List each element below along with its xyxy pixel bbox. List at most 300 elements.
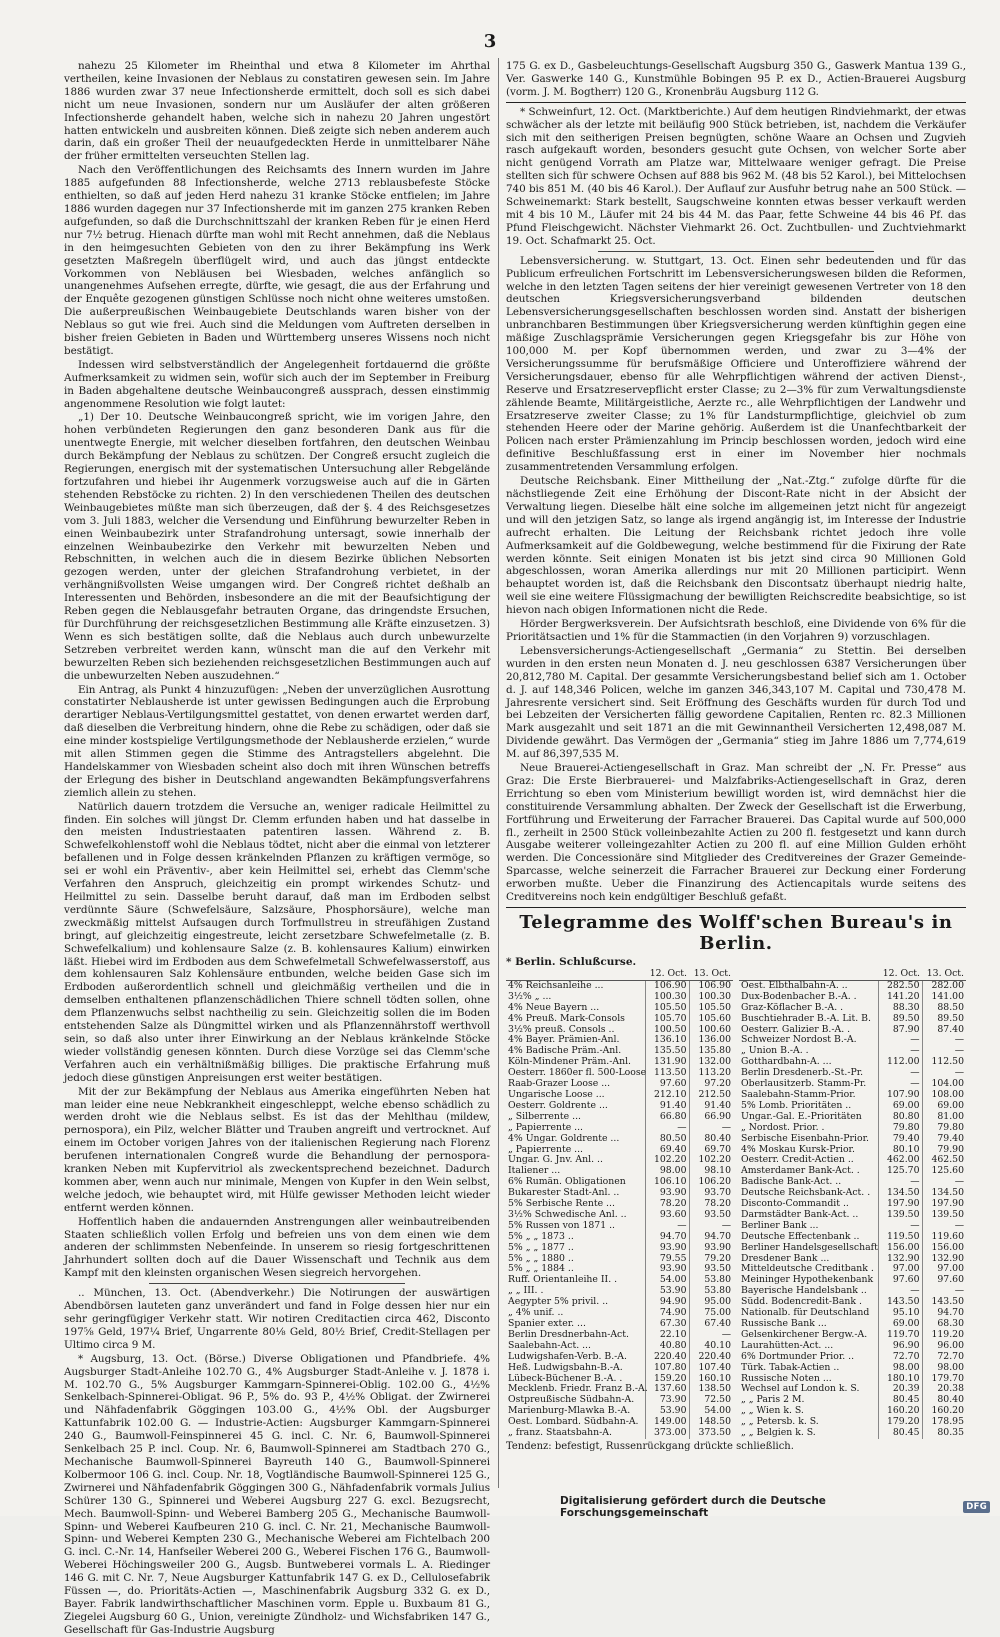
germania-report: Lebensversicherungs-Actiengesellschaft „Germania“ zu Stettin. Bei derselben wurden in den ersten neun Monaten d. J. neu geschlossen 6387 Versicherungen über 20,812,780 M. Capital. Der gesammte Versicherungsbestand belief sich am 1. October d. J. auf 148,346 Policen, welche im ganzen 346,343,107 M. Capital und 730,478 M. Jahresrente versichert sind. Seit Eröffnung des Geschäfts wurden für durch Tod und bei Lebzeiten der Versicherten fällig gewordene Capitalien, Renten rc. 82.3 Millionen Mark ausgezahlt und seit 1871 an die mit Gewinnantheil Versicherten 12,498,087 M. Dividende gewährt. Das Vermögen der „Germania“ stieg im Jahre 1886 um 7,774,619 M. auf 86,397,535 M. [506, 644, 966, 761]
quote-value: 105.50 [645, 1003, 689, 1014]
security-name: Berliner Handelsgesellschaft [741, 1241, 878, 1253]
quote-value: 72.70 [878, 1352, 922, 1363]
quote-value: 66.80 [645, 1112, 689, 1123]
quote-value: 104.00 [922, 1079, 966, 1090]
quote-value: 22.10 [645, 1330, 689, 1341]
security-name: Deutsche Effectenbank .. [741, 1230, 860, 1242]
quote-value: 105.70 [645, 1014, 689, 1025]
security-name: Meininger Hypothekenbank [741, 1274, 874, 1286]
quote-value: 119.50 [878, 1232, 922, 1243]
security-name: „ „ Petersb. k. S. [741, 1416, 819, 1428]
security-name: Heß. Ludwigsbahn-B.-A. [508, 1361, 623, 1373]
kurs-row [506, 1352, 733, 1363]
quote-value: 100.30 [645, 992, 689, 1003]
security-name: Dresdener Bank ... [741, 1252, 830, 1264]
quote-value: 88.30 [878, 1003, 922, 1014]
quote-value: 95.10 [878, 1308, 922, 1319]
page-number: 3 [483, 31, 497, 52]
date-header: 13. Oct. [689, 969, 733, 980]
quote-value: 107.80 [645, 1363, 689, 1374]
security-name: Saalebahn-Act. ... [508, 1339, 591, 1351]
quote-value: 143.50 [878, 1297, 922, 1308]
security-name: Oest. Lombard. Südbahn-A. [508, 1416, 639, 1428]
security-name: Saalebahn-Stamm-Prior. [741, 1088, 856, 1100]
quote-value: 93.60 [645, 1210, 689, 1221]
quote-value: 134.50 [922, 1188, 966, 1199]
kurs-table-left [506, 969, 733, 1439]
security-name: Gelsenkirchener Bergw.-A. [741, 1328, 868, 1340]
security-name: Gotthardbahn-A. ... [741, 1056, 832, 1068]
quote-value: 131.90 [645, 1057, 689, 1068]
security-name: Ungarische Loose ... [508, 1088, 605, 1100]
dfg-logo-icon: DFG [963, 1501, 990, 1513]
quote-value: 53.90 [645, 1406, 689, 1417]
security-name: Badische Bank-Act. .. [741, 1176, 842, 1188]
quote-value: 80.80 [878, 1112, 922, 1123]
kurs-table-right [739, 969, 966, 1439]
quote-value: 119.70 [878, 1330, 922, 1341]
quote-value: 141.20 [878, 992, 922, 1003]
quote-value: 69.00 [922, 1101, 966, 1112]
security-name: „ Nordost. Prior. . [741, 1121, 825, 1133]
quote-value: 197.90 [922, 1199, 966, 1210]
quote-value: 97.00 [922, 1264, 966, 1275]
quote-value: 78.20 [689, 1199, 733, 1210]
quote-value: 132.00 [689, 1057, 733, 1068]
quote-value: 72.70 [922, 1352, 966, 1363]
security-name: Ludwigshafen-Verb. B.-A. [508, 1350, 627, 1362]
quote-value: 462.00 [878, 1155, 922, 1166]
quote-value: 79.80 [878, 1123, 922, 1134]
security-name: Italiener ... [508, 1165, 561, 1177]
quote-value: 220.40 [645, 1352, 689, 1363]
kurs-row [739, 1003, 966, 1014]
security-name: „ „ Paris 2 M. [741, 1394, 805, 1406]
security-name: 5% „ „ 1873 .. [508, 1230, 574, 1242]
article-paragraph: Nach den Veröffentlichungen des Reichsamts des Innern wurden im Jahre 1885 aufgefunden 88 Infectionsherde, welche 2713 reblausbefeste Stöcke enthielten, so daß auf jeden Herd nahezu 31 kranke Stöcke entfielen; im Jahre 1886 wurden dagegen nur 37 Infectionsherde mit im ganzen 275 kranken Reben aufgefunden, so daß die Durchschnittszahl der kranken Reben für je einen Herd nur 7½ betrug. Hienach dürfte man wohl mit Recht annehmen, daß die Neblaus in den heimgesuchten Gebieten von den zu ihrer Bekämpfung ins Werk gesetzten Maßregeln überflügelt wird, und auch das jüngst entdeckte Vorkommen von Nebläusen bei Wiesbaden, welches anfänglich so unangenehmes Aufsehen erregte, dürfte, wie gesagt, die aus der Erfahrung und der Enquête gezogenen günstigen Schlüsse noch nicht ohne weiteres umstoßen. Die außerpreußischen Weinbaugebiete Deutschlands waren bisher von der Neblaus so gut wie frei. Auch sind die Meldungen vom Auftreten derselben in bisher freien Gebieten in Baden und Württemberg unseres Wissens noch nicht bestätigt. [64, 164, 490, 357]
quote-value: 94.70 [922, 1308, 966, 1319]
security-name: 5% „ „ 1880 .. [508, 1252, 574, 1264]
security-name: Ostpreußische Südbahn-A. [508, 1394, 635, 1406]
quote-value: 159.20 [645, 1374, 689, 1385]
article-paragraph: Natürlich dauern trotzdem die Versuche an, weniger radicale Heilmittel zu finden. Ein solches will jüngst Dr. Clemm erfunden haben und hat dasselbe in den meisten Industriestaaten patentiren lassen. Während z. B. Schwefelkohlenstoff wohl die Neblaus tödtet, nicht aber die einmal von letzterer befallenen und in Folge dessen kränkelnden Pflanzen zu kräftigen vermöge, so sei er wohl ein Präventiv-, aber kein Heilmittel sei, erhebt das Clemm'sche Verfahren den Anspruch, gleichzeitig ein prompt wirkendes Schutz- und Heilmittel zu sein. Dasselbe beruht darauf, daß man im Erdboden selbst verdünnte Säure (Schwefelsäure, Salzsäure, Phosphorsäure), welche man zweckmäßig mittelst Aufsaugen durch Torfmullstreu in streufähigen Zustand bringt, auf gleichzeitig eingestreute, leicht zersetzbare Schwefelmetalle (z. B. Schwefelkalium) und kohlensaure Salze (z. B. kohlensaures Kalium) einwirken läßt. Hiebei wird im Erdboden aus dem Schwefelmetall Schwefelwasserstoff, aus dem kohlensauren Salz Kohlensäure entbunden, welche beiden Gase sich im Erdboden außerordentlich schnell und gleichmäßig vertheilen und die in demselben enthaltenen pflanzenschädlichen Thiere schnell tödten sollen, ohne dem Pflanzenwuchs selbst nachtheilig zu sein. Gleichzeitig sollen die im Boden entstehenden Salze als Düngmittel wirken und als Pflanzennährstoff werthvoll sein, so daß also unter ihrer Einwirkung an der Neblaus kränkelnde Stöcke wieder vollständig genesen könnten. Durch diese Vorzüge sei das Clemm'sche Verfahren auch ein verhältnißmäßig billiges. Die praktische Erfahrung muß jedoch diese günstigen Anpreisungen erst weiter bestätigen. [64, 800, 490, 1084]
quote-value: 373.50 [689, 1428, 733, 1439]
quote-value: 66.90 [689, 1112, 733, 1123]
quote-value: 68.30 [922, 1319, 966, 1330]
quote-value: 96.00 [922, 1341, 966, 1352]
quote-value: 112.50 [922, 1057, 966, 1068]
quote-value: 97.60 [878, 1275, 922, 1286]
quote-value: 95.00 [689, 1297, 733, 1308]
security-name: Dux-Bodenbacher B.-A. . [741, 990, 857, 1002]
kurs-row [739, 1134, 966, 1145]
quote-value: — [645, 1221, 689, 1232]
quote-value: — [922, 1046, 966, 1057]
quote-value: 462.50 [922, 1155, 966, 1166]
quote-value: 139.50 [878, 1210, 922, 1221]
kurs-row [739, 1243, 966, 1254]
quote-value: 106.10 [645, 1177, 689, 1188]
quote-value: 89.50 [878, 1014, 922, 1025]
quote-value: 80.40 [689, 1134, 733, 1145]
security-name: „ Papierrente ... [508, 1121, 584, 1133]
section-divider [598, 251, 874, 252]
article-paragraph: Mit der zur Bekämpfung der Neblaus aus Amerika eingeführten Neben hat man leider eine neue Nebkrankheit eingeschleppt, welche ebenso schädlich zu werden droht wie die Neblaus selbst. Es ist das der Mehlthau (mildew, pernospora), ein Pilz, welcher Blätter und Trauben angreift und vertrocknet. Auf einem im October vorigen Jahres von der italienischen Regierung nach Florenz berufenen internationalen Congreß wurde die Behandlung der pernospora-kranken Neben mit Kupfervitriol als zweckentsprechend bezeichnet. Dadurch kommen aber, wenn auch nur minimale, Mengen von Kupfer in den Wein selbst, welche jedoch, wie behauptet wird, mit Hülfe gewisser Methoden leicht wieder entfernt werden können. [64, 1085, 490, 1214]
security-name: Ungar.-Gal. E.-Prioritäten [741, 1110, 862, 1122]
security-name: Bayerische Handelsbank .. [741, 1285, 867, 1297]
column-rule [498, 58, 499, 1488]
quote-value: 94.70 [689, 1232, 733, 1243]
quote-value: 102.20 [645, 1155, 689, 1166]
security-name: 6% Dortmunder Prior. .. [741, 1350, 855, 1362]
kurs-row [506, 1134, 733, 1145]
security-name: Oberlausitzerb. Stamm-Pr. [741, 1078, 867, 1090]
quote-value: 149.00 [645, 1417, 689, 1428]
berlin-subtitle: * Berlin. Schlußcurse. [506, 956, 637, 968]
quote-value: 105.60 [689, 1014, 733, 1025]
quote-value: 89.50 [922, 1014, 966, 1025]
resolution-paragraph: „1) Der 10. Deutsche Weinbaucongreß spricht, wie im vorigen Jahre, den hohen verbündeten Regierungen den ganz besonderen Dank aus für die unentwegte Energie, mit welcher dieselben fortfahren, den deutschen Weinbau durch Bekämpfung der Neblaus zu schützen. Der Congreß ersucht zugleich die Regierungen, energisch mit der systematischen Untersuchung aller Rebgelände fortzufahren und hiebei ihr Augenmerk vorzugsweise auch auf die in Gärten stehenden Rebstöcke zu richten. 2) In den verschiedenen Theilen des deutschen Weinbaugebietes müßte man sich überzeugen, daß der §. 4 des Reichsgesetzes vom 3. Juli 1883, welcher die Versendung und Einführung bewurzelter Reben in einen Weinbaubezirk unter Strafandrohung untersagt, sowie innerhalb der einzelnen Weinbaubezirke den Verkehr mit bewurzelten Neben und Rebschnitten, in welchen auch die in diesem Bezirke üblichen Nebsorten gezogen werden, unter der gleichen Strafandrohung verbietet, in der verhängnißvollsten Weise umgangen wird. Der Congreß richtet deßhalb an Interessenten und Behörden, insbesondere an die mit der Beaufsichtigung der Reben gegen die Neblausgefahr betrauten Organe, das dringendste Ersuchen, für Durchführung der reichsgesetzlichen Bestimmung alle Kräfte einzusetzen. 3) Wenn es sich bestätigen sollte, daß die Neblaus auch durch unbewurzelte Setzreben verbreitet werden kann, wünscht man die auf den Verkehr mit bewurzelten Reben sich beziehenden reichsgesetzlichen Bestimmungen auch auf die unbewurzelten Neben auszudehnen.“ [64, 411, 490, 682]
quote-value: 136.00 [689, 1035, 733, 1046]
security-name: 4% Neue Bayern ... [508, 1001, 600, 1013]
quote-value: 97.60 [922, 1275, 966, 1286]
security-name: Spanier exter. ... [508, 1318, 586, 1329]
quote-value: — [878, 1046, 922, 1057]
quote-value: 74.90 [645, 1308, 689, 1319]
quote-value: — [922, 1035, 966, 1046]
quote-value: 79.90 [922, 1145, 966, 1156]
security-name: 5% Serbische Rente ... [508, 1198, 615, 1210]
quote-value: 79.55 [645, 1254, 689, 1265]
quote-value: 87.40 [922, 1025, 966, 1036]
quote-value: 93.90 [645, 1188, 689, 1199]
quote-value: 136.10 [645, 1035, 689, 1046]
quote-value: 112.00 [878, 1057, 922, 1068]
quote-value: 20.39 [878, 1384, 922, 1395]
kurs-row [739, 1014, 966, 1025]
quote-value: — [689, 1330, 733, 1341]
quote-value: — [689, 1221, 733, 1232]
quote-value: 113.20 [689, 1068, 733, 1079]
security-name: „ Union B.-A. . [741, 1045, 809, 1057]
security-name: Oesterr. Galizier B.-A. . [741, 1023, 851, 1035]
security-name: „ „ III. . [508, 1285, 544, 1297]
left-column [64, 60, 490, 1636]
quote-value: 197.90 [878, 1199, 922, 1210]
security-name: 5% Lomb. Prioritäten .. [741, 1099, 852, 1111]
security-name: Russische Noten ... [741, 1372, 832, 1384]
security-name: „ Silberrente ... [508, 1110, 581, 1122]
quote-value: 160.20 [922, 1406, 966, 1417]
quote-value: 179.20 [878, 1417, 922, 1428]
quote-value: 180.10 [878, 1374, 922, 1385]
right-column [506, 60, 966, 1490]
security-name: Deutsche Reichsbank-Act. . [741, 1187, 871, 1199]
section-divider [506, 907, 966, 908]
quote-value: 88.50 [922, 1003, 966, 1014]
quote-value: 98.10 [689, 1166, 733, 1177]
reichsbank-report: Deutsche Reichsbank. Einer Mittheilung der „Nat.-Ztg.“ zufolge dürfte für die nächstliegende Zeit eine Erhöhung der Discont-Rate nicht in der Absicht der Verwaltung liegen. Dieselbe hält eine solche im allgemeinen jetzt nicht für angezeigt und will den jetzigen Satz, so lange als irgend angängig ist, im Interesse der Industrie aufrecht erhalten. Die Leitung der Reichsbank richtet jedoch ihre volle Aufmerksamkeit auf die Goldbewegung, welche bestimmend für die Fixirung der Rate werden könnte. Seit einigen Monaten ist bis jetzt sind circa 90 Millionen Gold abgeschlossen, woran Amerika allerdings nur mit 20 Millionen participirt. Wenn behauptet worden ist, daß die Reichsbank den Discontsatz überhaupt niedrig halte, weil sie eine weitere Flüssigmachung der bewilligten Reichscredite beabsichtige, so ist hievon nach obigen Informationen nicht die Rede. [506, 475, 966, 617]
quote-value: 80.40 [922, 1395, 966, 1406]
quote-value: 40.10 [689, 1341, 733, 1352]
article-paragraph: Hoffentlich haben die andauernden Anstrengungen aller weinbautreibenden Staaten schließlich vollen Erfolg und befreien uns von dem einen wie dem anderen der schlimmsten Nebenfeinde. In unserem so riesig fortgeschrittenen Jahrhundert sollten doch auf die Dauer Wissenschaft und Technik aus dem Kampf mit den kleinsten organischen Wesen siegreich hervorgehen. [64, 1215, 490, 1280]
quote-value: 135.80 [689, 1046, 733, 1057]
quote-value: 54.00 [689, 1406, 733, 1417]
quote-value: 80.45 [878, 1428, 922, 1439]
quote-value: 108.00 [922, 1090, 966, 1101]
security-name: Oesterr. Credit-Actien .. [741, 1154, 854, 1166]
quote-value: 80.50 [645, 1134, 689, 1145]
security-name: Oesterr. Goldrente ... [508, 1099, 608, 1111]
quote-value: 113.50 [645, 1068, 689, 1079]
quote-value: 100.60 [689, 1025, 733, 1036]
quote-value: 67.30 [645, 1319, 689, 1330]
brauerei-report: Neue Brauerei-Actiengesellschaft in Graz. Man schreibt der „N. Fr. Presse“ aus Graz: Die Erste Bierbrauerei- und Malzfabriks-Actiengesellschaft in Graz, deren Errichtung so eben vom Ministerium bewilligt worden ist, wird demnächst hier die constituirende Versammlung abhalten. Der Zweck der Gesellschaft ist die Erwerbung, Fortführung und Erweiterung der Farracher Brauerei. Das Capital wurde auf 500,000 fl., zerheilt in 2500 Stück volleinbezahlte Actien zu 200 fl. festgesetzt und kann durch Ausgabe weiterer volleingezahlter Actien zu 200 fl. auf eine Million Gulden erhöht werden. Die Concessionäre sind Mitglieder des Creditvereines der Grazer Gemeinde-Sparcasse, welche seinerzeit die Farracher Brauerei zur Deckung einer Forderung erworben mußte. Ueber die Finanzirung des Actiencapitals wurde seitens des Creditvereins noch kein endgültiger Beschluß gefaßt. [506, 762, 966, 904]
tendenz-note: Tendenz: befestigt, Russenrückgang drückte schließlich. [506, 1440, 794, 1452]
security-name: 5% „ „ 1884 .. [508, 1263, 574, 1275]
kurs-row [506, 1003, 733, 1014]
quote-value: 78.20 [645, 1199, 689, 1210]
telegramme-title: Telegramme des Wolff'schen Bureau's in Berlin. [519, 912, 953, 954]
quote-value: 80.10 [878, 1145, 922, 1156]
quote-value: 67.40 [689, 1319, 733, 1330]
quote-value: 79.80 [922, 1123, 966, 1134]
quote-value: 132.90 [878, 1254, 922, 1265]
security-name: Türk. Tabak-Actien .. [741, 1361, 840, 1373]
quote-value: 93.90 [645, 1264, 689, 1275]
quote-value: 93.70 [689, 1188, 733, 1199]
quote-value: 69.00 [878, 1319, 922, 1330]
quote-value: 132.90 [922, 1254, 966, 1265]
footer [560, 1495, 990, 1519]
article-paragraph: Indessen wird selbstverständlich der Angelegenheit fortdauernd die größte Aufmerksamkeit zu widmen sein, wofür sich auch der im September in Freiburg in Baden abgehaltene deutsche Weinbaucongreß aussprach, dessen einstimmig angenommene Resolution wie folgt lautet: [64, 358, 490, 410]
security-name: „ 4% unif. .. [508, 1307, 564, 1319]
security-name: Wechsel auf London k. S. [741, 1383, 860, 1395]
quote-value: 91.40 [689, 1101, 733, 1112]
quote-value: 178.95 [922, 1417, 966, 1428]
security-name: 3½% Schwedische Anl. .. [508, 1208, 627, 1220]
schweinfurt-report: * Schweinfurt, 12. Oct. (Marktberichte.) Auf dem heutigen Rindviehmarkt, der etwas schwächer als der letzte mit beiläufig 900 Stück betrieben, ist, nachdem die Verkäufer sich mit den seitherigen Preisen begnügten, schöne Waare an Ochsen und Zugvieh rasch aufgekauft worden, besonders gesucht gute Ochsen, von welcher Sorte aber nicht genügend Vorrath am Platze war, Mittelwaare weniger gefragt. Die Preise stellten sich für schwere Ochsen auf 888 bis 962 M. (48 bis 52 Karol.), bei Mittelochsen 740 bis 851 M. (40 bis 46 Karol.). Der Auflauf zur Ausfuhr betrug nahe an 500 Stück. — Schweinemarkt: Stark bestellt, Saugschweine konnten etwas besser verkauft werden mit 4 bis 10 M., Läufer mit 24 bis 44 M. das Paar, fette Schweine 44 bis 46 Pf. das Pfund Fleischgewicht. Nächster Viehmarkt 26. Oct. Zuchtbullen- und Zuchtviehmarkt 19. Oct. Schafmarkt 25. Oct. [506, 105, 966, 247]
quote-value: 80.45 [878, 1395, 922, 1406]
article-paragraph: Ein Antrag, als Punkt 4 hinzuzufügen: „Neben der unverzüglichen Ausrottung constatirter Neblausherde ist unter gewissen Bedingungen auch die Erprobung derartiger Neblaus-Vertilgungsmittel gestattet, von denen erwartet werden darf, daß dieselben die Verbreitung hindern, ohne die Rebe zu schädigen, oder daß sie eine minder kostspielige Vertilgungsmethode der Neblausherde erzielen,“ wurde mit allen Stimmen gegen die Stimme des Antragstellers abgelehnt. Die Handelskammer von Wiesbaden scheint also doch mit ihren Wünschen betreffs der Erlegung des bisher in Deutschland angewandten Bekämpfungsverfahrens ziemlich allein zu stehen. [64, 683, 490, 799]
quote-value: 79.20 [689, 1254, 733, 1265]
security-name: Disconto-Commandit .. [741, 1198, 849, 1210]
quote-value: 143.50 [922, 1297, 966, 1308]
date-header: 12. Oct. [645, 969, 689, 980]
security-name: Berliner Bank ... [741, 1219, 819, 1231]
date-header: 13. Oct. [922, 969, 966, 980]
security-name: Laurahütten-Act. ... [741, 1339, 834, 1351]
quote-value: 107.40 [689, 1363, 733, 1374]
security-name: 4% Bayer. Prämien-Anl. [508, 1034, 620, 1046]
quote-value: — [878, 1221, 922, 1232]
hoerder-report: Hörder Bergwerksverein. Der Aufsichtsrath beschloß, eine Dividende von 6% für die Prioritätsactien und 1% für die Stammactien (in den Vorjahren 9) vorzuschlagen. [506, 618, 966, 643]
quote-value: 98.00 [878, 1363, 922, 1374]
quote-value: 282.50 [878, 980, 922, 991]
security-name: „ „ Belgien k. S. [741, 1427, 816, 1439]
security-name: Oest. Elbthalbahn-A. .. [741, 979, 848, 991]
quote-value: 156.00 [878, 1243, 922, 1254]
quote-value: 69.00 [878, 1101, 922, 1112]
quote-value: 106.90 [645, 980, 689, 991]
security-name: 6% Rumän. Obligationen [508, 1176, 626, 1188]
quote-value: 20.38 [922, 1384, 966, 1395]
quote-value: — [922, 1068, 966, 1079]
kurs-row [739, 1428, 966, 1439]
security-name: Marienburg-Mlawka B.-A. [508, 1405, 631, 1417]
quote-value: 137.60 [645, 1384, 689, 1395]
quote-value: 106.90 [689, 980, 733, 991]
quote-value: — [878, 1286, 922, 1297]
quote-value: 69.40 [645, 1145, 689, 1156]
security-name: Darmstädter Bank-Act. .. [741, 1208, 859, 1220]
quote-value: 53.80 [689, 1275, 733, 1286]
augsburg-report-cont: 175 G. ex D., Gasbeleuchtungs-Gesellschaft Augsburg 350 G., Gaswerk Mantua 139 G., Ver. Gaswerke 140 G., Kunstmühle Bobingen 95 P. ex D., Actien-Brauerei Augsburg (vorm. J. M. Bogtherr) 120 G., Kronenbräu Augsburg 112 G. [506, 60, 966, 98]
security-name: Serbische Eisenbahn-Prior. [741, 1132, 869, 1144]
quote-value: 87.90 [878, 1025, 922, 1036]
quote-value: 125.70 [878, 1166, 922, 1177]
muenchen-report: .. München, 13. Oct. (Abendverkehr.) Die Notirungen der auswärtigen Abendbörsen lauteten ganz unverändert und fand in Folge dessen hier nur ein sehr geringfügiger Verkehr statt. Wir notiren Creditactien circa 462, Disconto 197⅝ Geld, 197¼ Brief, Ungarrente 80⅛ Geld, 80½ Brief, Credit-Stellagen per Ultimo circa 9 M. [64, 1287, 490, 1351]
kurs-row [506, 1123, 733, 1134]
quote-value: 94.70 [645, 1232, 689, 1243]
security-name: „ „ Wien k. S. [741, 1405, 804, 1417]
kurs-row [739, 1123, 966, 1134]
quote-value: 94.90 [645, 1297, 689, 1308]
quote-value: 156.00 [922, 1243, 966, 1254]
security-name: Berlin Dresdenerb.-St.-Pr. [741, 1067, 864, 1079]
security-name: 3½% preuß. Consols .. [508, 1023, 615, 1035]
quote-value: — [922, 1177, 966, 1188]
quote-value: 98.00 [922, 1363, 966, 1374]
security-name: Amsterdamer Bank-Act. . [741, 1165, 860, 1177]
quote-value: 75.00 [689, 1308, 733, 1319]
security-name: 4% Moskau Kursk-Prior. [741, 1143, 855, 1155]
quote-value: 40.80 [645, 1341, 689, 1352]
section-divider [506, 102, 966, 103]
quote-value: 72.50 [689, 1395, 733, 1406]
quote-value: 93.50 [689, 1264, 733, 1275]
kurs-row [506, 1363, 733, 1374]
quote-value: 81.00 [922, 1112, 966, 1123]
quote-value: 98.00 [645, 1166, 689, 1177]
augsburg-report: * Augsburg, 13. Oct. (Börse.) Diverse Obligationen und Pfandbriefe. 4% Augsburger Stadt-Anleihe 102.70 G., 4% Augsburger Stadt-Anleihe v. J. 1878 i. M. 102.70 G., 5% Augsburger Kammgarn-Spinnerei-Oblig. 102.00 G., 4½% Senkelbach-Spinnerei-Obligat. 96 P., 5% do. 93 P., 4½% Obligat. der Zwirnerei und Nähfadenfabrik Göggingen 103.00 G., 4½% Obl. der Augsburger Kattunfabrik 102.00 G. — Industrie-Actien: Augsburger Kammgarn-Spinnerei 240 G., Baumwoll-Feinspinnerei 45 G. incl. C. Nr. 6, Baumwoll-Spinnerei Senkelbach 25 P. incl. Coup. Nr. 6, Baumwoll-Spinnerei am Stadtbach 270 G., Mechanische Baumwoll-Spinnerei Bayreuth 140 G., Baumwoll-Spinnerei Kolbermoor 106 G. incl. Coup. Nr. 18, Vogtländische Baumwoll-Spinnerei 125 G., Zwirnerei und Nähfadenfabrik Göggingen 300 G., Nähfadenfabrik vormals Julius Schürer 130 G., Spinnerei und Weberei Augsburg 227 G. excl. Bezugsrecht, Mech. Baumwoll-Spinn- und Weberei Bamberg 205 G., Mechanische Baumwoll-Spinn- und Weberei Kaufbeuren 210 G. incl. C. Nr. 21, Mechanische Baumwoll-Spinn- und Weberei Kempten 230 G., Mechanische Weberei am Fichtelbach 200 G. incl. C.-Nr. 14, Hanfseiler Weberei 200 G., Weberei Fischen 176 G., Baumwoll-Weberei Höchingsweiler 200 G., Augsb. Buntweberei vormals L. A. Riedinger 146 G. mit C. Nr. 7, Neue Augsburger Kattunfabrik 147 G. ex D., Cellulosefabrik Füssen —, do. Prioritäts-Actien —, Maschinenfabrik Augsburg 332 G. ex D., Bayer. Fabrik landwirthschaftlicher Maschinen vorm. Epple u. Buxbaum 81 G., Ziegelei Augsburg 60 G., Union, vereinigte Zündholz- und Wichsfabriken 147 G., Gesellschaft für Gas-Industrie Augsburg [64, 1352, 490, 1636]
security-name: 3½% „ ... [508, 990, 552, 1002]
security-name: Buschtiehrader B.-A. Lit. B. [741, 1012, 871, 1024]
quote-value: 53.90 [645, 1286, 689, 1297]
quote-value: 97.20 [689, 1079, 733, 1090]
kurs-row [739, 1352, 966, 1363]
quote-value: 53.80 [689, 1286, 733, 1297]
quote-value: 119.20 [922, 1330, 966, 1341]
security-name: Russische Bank ... [741, 1318, 827, 1329]
security-name: Ungar. G. Jnv. Anl. .. [508, 1154, 603, 1166]
quote-value: 179.70 [922, 1374, 966, 1385]
quote-value: 97.60 [645, 1079, 689, 1090]
quote-value: 93.50 [689, 1210, 733, 1221]
quote-value: 97.00 [878, 1264, 922, 1275]
security-name: Aegypter 5% privil. .. [508, 1296, 609, 1308]
quote-value: 141.00 [922, 992, 966, 1003]
security-name: Lübeck-Büchener B.-A. . [508, 1372, 623, 1384]
quote-value: 220.40 [689, 1352, 733, 1363]
quote-value: — [645, 1123, 689, 1134]
quote-value: 96.90 [878, 1341, 922, 1352]
quote-value: 79.40 [878, 1134, 922, 1145]
kurs-tables [506, 969, 966, 1439]
quote-value: 100.50 [645, 1025, 689, 1036]
security-name: Oesterr. 1860er fl. 500-Loose [508, 1067, 647, 1079]
quote-value: 107.90 [878, 1090, 922, 1101]
quote-value: 134.50 [878, 1188, 922, 1199]
security-name: Köln-Mindener Präm.-Anl. [508, 1056, 632, 1068]
quote-value: 148.50 [689, 1417, 733, 1428]
security-name: 5% Russen von 1871 .. [508, 1219, 615, 1231]
quote-value: 282.00 [922, 980, 966, 991]
security-name: Schweizer Nordost B.-A. [741, 1034, 857, 1046]
quote-value: 139.50 [922, 1210, 966, 1221]
quote-value: — [878, 1079, 922, 1090]
security-name: Raab-Grazer Loose ... [508, 1078, 611, 1090]
quote-value: 80.35 [922, 1428, 966, 1439]
quote-value: 135.50 [645, 1046, 689, 1057]
quote-value: — [922, 1221, 966, 1232]
security-name: 5% „ „ 1877 .. [508, 1241, 574, 1253]
security-name: 4% Preuß. Mark-Consols [508, 1012, 625, 1024]
quote-value: 160.20 [878, 1406, 922, 1417]
quote-value: 69.70 [689, 1145, 733, 1156]
security-name: Mitteldeutsche Creditbank . [741, 1263, 874, 1275]
quote-value: 212.50 [689, 1090, 733, 1101]
quote-value: — [878, 1068, 922, 1079]
quote-value: — [878, 1035, 922, 1046]
quote-value: 102.20 [689, 1155, 733, 1166]
security-name: Graz-Köflacher B.-A. . [741, 1001, 844, 1013]
kurs-row [506, 1014, 733, 1025]
security-name: Nationalb. für Deutschland [741, 1307, 870, 1319]
quote-value: 79.40 [922, 1134, 966, 1145]
security-name: Mecklenb. Friedr. Franz B.-A. [508, 1383, 648, 1395]
quote-value: 93.90 [689, 1243, 733, 1254]
quote-value: 93.90 [645, 1243, 689, 1254]
quote-value: — [922, 1286, 966, 1297]
article-paragraph: nahezu 25 Kilometer im Rheinthal und etwa 8 Kilometer im Ahrthal vertheilen, keine Invasionen der Neblaus zu constatiren gewesen sein. Im Jahre 1886 wurden zwar 37 neue Infectionsherde ermittelt, doch soll es sich dabei nicht um neue Invasionen, sondern nur um Ausläufer der alten größeren Infectionsherde gehandelt haben, welche sich in nahezu 20 Jahren ungestört hatten entwickeln und ausbreiten können. Dieß zeigte sich neben anderem auch darin, daß ein großer Theil der neuaufgedeckten Herde in unmittelbarer Nähe der früher ermittelten verseuchten Stellen lag. [64, 60, 490, 163]
security-name: „ franz. Staatsbahn-A. [508, 1427, 612, 1439]
kurs-row [739, 1363, 966, 1374]
footer-text: Digitalisierung gefördert durch die Deutsche Forschungsgemeinschaft [560, 1495, 826, 1519]
quote-value: 119.60 [922, 1232, 966, 1243]
quote-value: 212.10 [645, 1090, 689, 1101]
quote-value: 91.40 [645, 1101, 689, 1112]
security-name: „ Papierrente ... [508, 1143, 584, 1155]
quote-value: 138.50 [689, 1384, 733, 1395]
quote-value: 105.50 [689, 1003, 733, 1014]
security-name: 4% Ungar. Goldrente ... [508, 1132, 620, 1144]
security-name: 4% Reichsanleihe ... [508, 979, 604, 991]
kurs-row [506, 1428, 733, 1439]
quote-value: 73.90 [645, 1395, 689, 1406]
security-name: Südd. Bodencredit-Bank . [741, 1296, 862, 1308]
quote-value: 54.00 [645, 1275, 689, 1286]
quote-value: — [878, 1177, 922, 1188]
quote-value: 125.60 [922, 1166, 966, 1177]
lebensversicherung-report: Lebensversicherung. w. Stuttgart, 13. Oct. Einen sehr bedeutenden und für das Publicum erfreulichen Fortschritt im Lebensversicherungswesen bilden die Reformen, welche in den letzten Tagen seitens der hier vereinigt gewesenen Vertreter von 18 den deutschen Kriegsversicherungsverband bildenden deutschen Lebensversicherungsgesellschaften beschlossen worden sind. Anstatt der bisherigen unbranchbaren Bestimmungen über Kriegsversicherung werden künftighin gegen eine mäßige Zuschlagsprämie Versicherungen gegen Kriegsgefahr bis zur Höhe von 100,000 M. per Kopf übernommen werden, und zwar zu 3—4% der Versicherungssumme für berufsmäßige Officiere und Unteroffiziere während der Versicherungsdauer, ebenso für alle Wehrpflichtigen während der activen Dienst-, Reserve und Ersatzreservepflicht erster Classe; zu 2—3% für zum Verwaltungsdienste zählende Beamte, Militärgeistliche, Aerzte rc., alle Wehrpflichtigen der Landwehr und Ersatzreserve zweiter Classe; zu 1% für Landsturmpflichtige, gleichviel ob zum stehenden Heere oder der Marine gehörig. Außerdem ist die Unanfechtbarkeit der Policen nach erster Prämienzahlung im Princip beschlossen worden, jedoch wird eine definitive Beschlußfassung erst in einer im November hier nochmals zusammentretenden Versammlung erfolgen. [506, 254, 966, 474]
quote-value: 106.20 [689, 1177, 733, 1188]
quote-value: — [689, 1123, 733, 1134]
quote-value: 100.30 [689, 992, 733, 1003]
quote-value: 160.10 [689, 1374, 733, 1385]
date-header: 12. Oct. [878, 969, 922, 980]
security-name: Ruff. Orientanleihe II. . [508, 1274, 618, 1286]
